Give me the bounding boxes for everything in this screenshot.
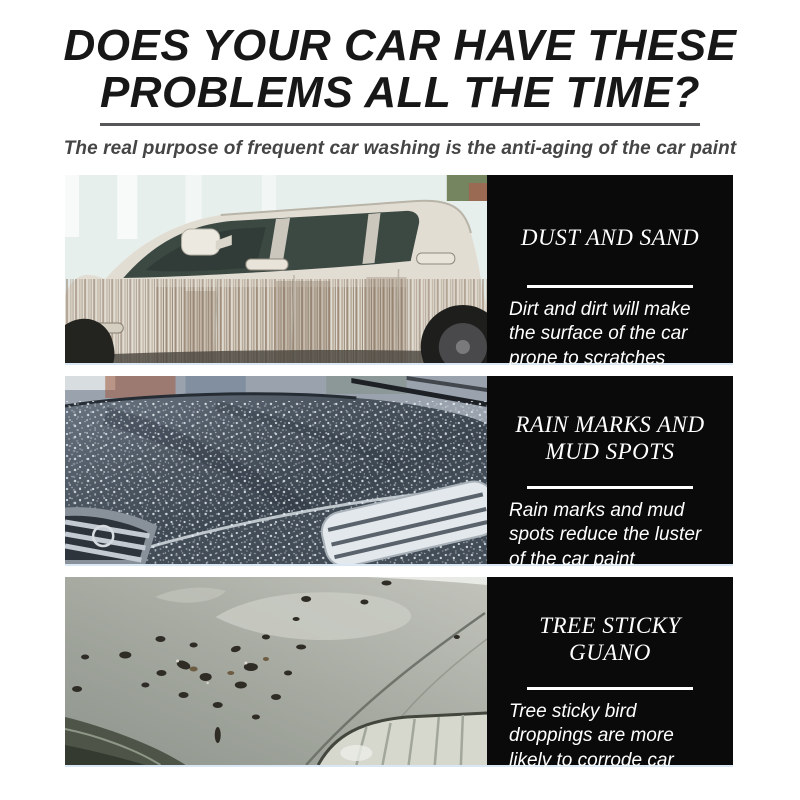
rain-spotted-hood-photo — [65, 376, 487, 564]
panel-description: Rain marks and mud spots reduce the luster of the car paint — [509, 500, 702, 570]
page-title-line-1: DOES YOUR CAR HAVE THESE — [63, 21, 737, 70]
panel-divider — [527, 486, 693, 489]
panel-description: Dirt and dirt will make the surface of the car prone to scratches — [509, 299, 691, 369]
dirty-suv-photo — [65, 175, 487, 363]
problem-rows — [65, 175, 733, 796]
bird-droppings-hood-photo — [65, 577, 487, 765]
panel-title: TREE STICKY GUANO — [539, 613, 681, 666]
problem-row-dust-and-sand — [65, 175, 733, 369]
rain-spotted-hood-illustration — [65, 376, 487, 564]
problem-row-tree-guano — [65, 577, 733, 796]
problem-panel-rain-marks — [487, 376, 733, 570]
panel-divider — [527, 285, 693, 288]
panel-description: Tree sticky bird droppings are more likely to corrode car paint — [509, 701, 674, 796]
page-subtitle: The real purpose of frequent car washing is the anti-aging of the car paint — [63, 138, 737, 160]
bird-droppings-hood-illustration — [65, 577, 487, 765]
dirty-suv-illustration — [65, 175, 487, 363]
problem-row-rain-marks — [65, 376, 733, 570]
panel-title: RAIN MARKS AND MUD SPOTS — [515, 412, 705, 465]
page-title-line-2: PROBLEMS ALL THE TIME? — [99, 68, 701, 118]
page-title — [0, 22, 800, 116]
panel-title: DUST AND SAND — [520, 224, 700, 250]
header — [0, 0, 800, 161]
panel-divider — [527, 687, 693, 690]
problem-panel-tree-guano — [487, 577, 733, 796]
header-divider — [100, 123, 700, 126]
problem-panel-dust-and-sand — [487, 175, 733, 369]
